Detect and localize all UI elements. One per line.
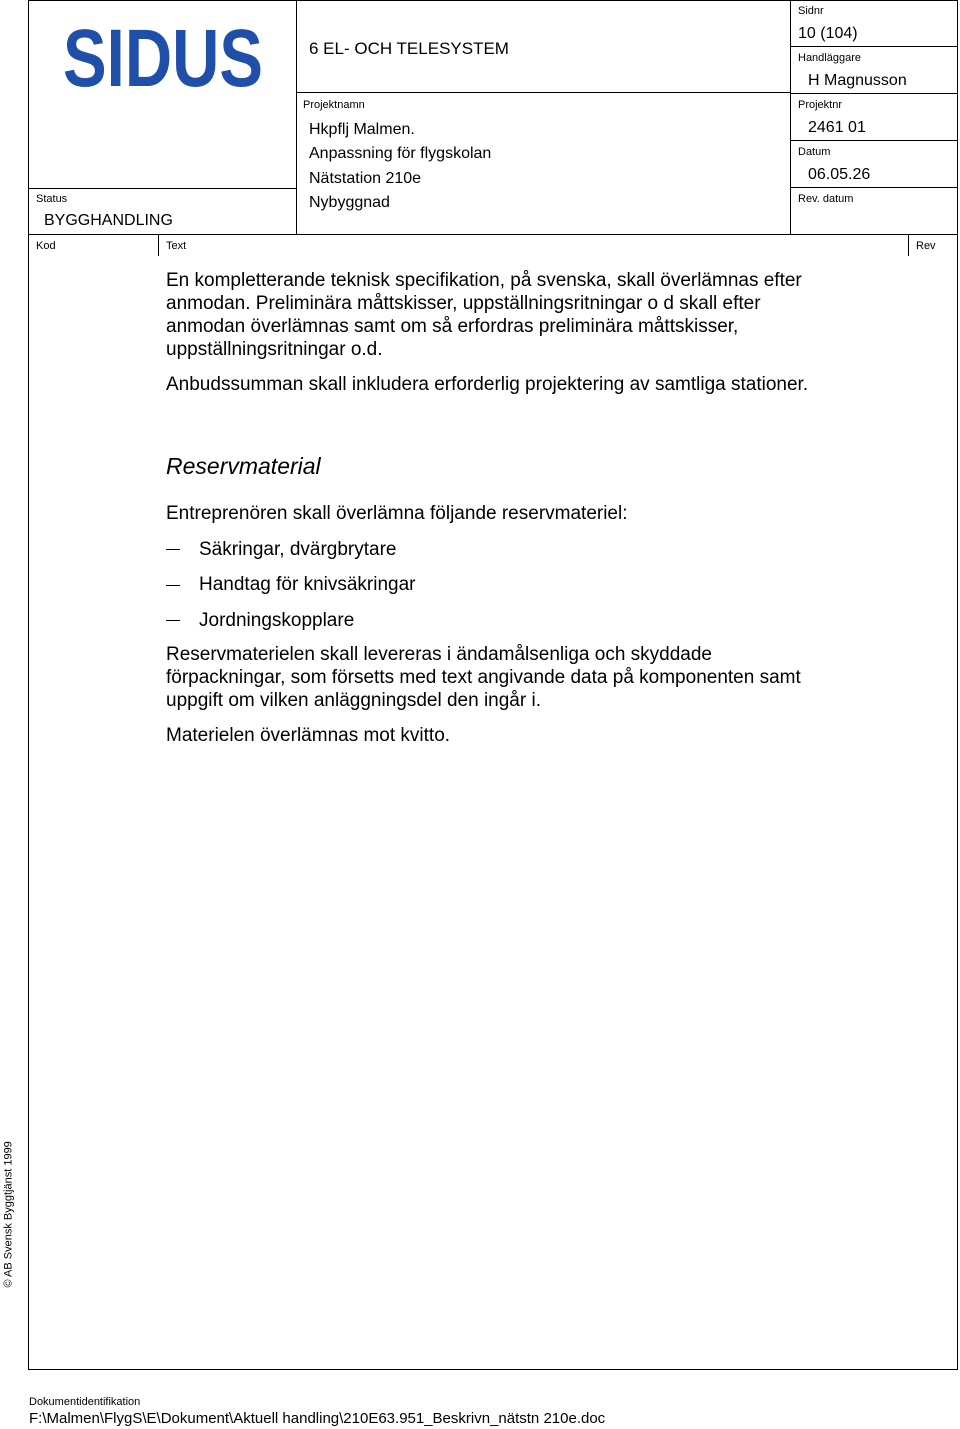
- projektnamn-line-4: Nybyggnad: [309, 194, 390, 211]
- header-rule-datum: [790, 187, 958, 188]
- bullet-dash-1: [166, 549, 180, 550]
- header-divider-left: [296, 0, 297, 234]
- doc-id-label: Dokumentidentifikation: [29, 1396, 141, 1408]
- header-rule-handlaggare: [790, 93, 958, 94]
- projektnamn-label: Projektnamn: [303, 99, 365, 111]
- bullet-dash-3: [166, 620, 180, 621]
- header-divider-right: [790, 0, 791, 234]
- projektnamn-line-2: Anpassning för flygskolan: [309, 145, 492, 162]
- sidnr-value: 10 (104): [798, 25, 858, 42]
- revdatum-label: Rev. datum: [798, 193, 854, 205]
- bullet-item-3: Jordningskopplare: [199, 610, 355, 631]
- kod-column-divider: [158, 234, 159, 256]
- kod-label: Kod: [36, 240, 56, 252]
- datum-value: 06.05.26: [808, 166, 871, 183]
- paragraph-forpackning: Reservmaterielen skall levereras i ändamålsenliga och skyddade förpackningar, som försetts med text angivande data på komponenten samt uppgift om vilken anläggningsdel den ingår i.: [166, 644, 801, 711]
- header-rule-bottom: [28, 234, 958, 235]
- bullet-item-1: Säkringar, dvärgbrytare: [199, 539, 397, 560]
- header-rule-status: [28, 188, 296, 189]
- projektnr-label: Projektnr: [798, 99, 843, 111]
- section-title: 6 EL- OCH TELESYSTEM: [309, 39, 509, 58]
- paragraph-reservmateriel-intro: Entreprenören skall överlämna följande reservmateriel:: [166, 503, 628, 524]
- section-heading: Reservmaterial: [166, 453, 321, 479]
- sidus-logo: [62, 13, 264, 104]
- datum-label: Datum: [798, 146, 831, 158]
- paragraph-anbudssumma: Anbudssumman skall inkludera erforderlig projektering av samtliga stationer.: [166, 374, 809, 395]
- projektnamn-line-1: Hkpflj Malmen.: [309, 121, 415, 138]
- copyright-notice: © AB Svensk Byggtjänst 1999: [2, 1141, 15, 1288]
- rev-column-divider: [908, 234, 909, 256]
- paragraph-kvitto: Materielen överlämnas mot kvitto.: [166, 725, 451, 746]
- projektnr-value: 2461 01: [808, 119, 866, 136]
- paragraph-specification: En kompletterande teknisk specifikation, på svenska, skall överlämnas efter anmodan. Preliminära måttskisser, uppställningsritningar o d skall efter anmodan överlämnas samt om så erfordras preliminära måttskisser, uppställningsritningar o.d.: [166, 270, 802, 360]
- bullet-dash-2: [166, 585, 180, 586]
- handlaggare-value: H Magnusson: [808, 72, 907, 89]
- header-rule-projektnamn: [296, 92, 790, 93]
- header-rule-sidnr: [790, 46, 958, 47]
- projektnamn-line-3: Nätstation 210e: [309, 170, 422, 187]
- text-label: Text: [166, 240, 187, 252]
- header-rule-projektnr: [790, 140, 958, 141]
- bullet-item-2: Handtag för knivsäkringar: [199, 574, 416, 595]
- sidnr-label: Sidnr: [798, 5, 824, 17]
- status-value: BYGGHANDLING: [44, 212, 173, 229]
- sidus-logo-text: SIDUS: [63, 13, 263, 104]
- handlaggare-label: Handläggare: [798, 52, 861, 64]
- status-label: Status: [36, 193, 68, 205]
- doc-path: F:\Malmen\FlygS\E\Dokument\Aktuell handling\210E63.951_Beskrivn_nätstn 210e.doc: [29, 1410, 606, 1427]
- rev-label: Rev: [916, 240, 936, 252]
